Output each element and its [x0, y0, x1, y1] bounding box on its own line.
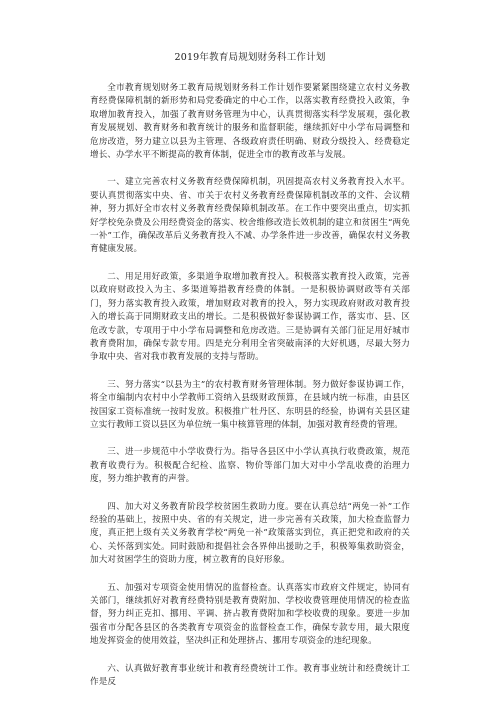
paragraph-section-3: 三、努力落实“以县为主”的农村教育财务管理体制。努力做好参谋协调工作，将全市编制内农村中小学教师工资纳入县级财政预算，在县域内统一标准，由县区按国家工资标准统一按时发放。积极推广牡丹区、东明县的经验，协调有关县区建立实行教师工资以县区为单位统一集中核算管理的体制，加强对教育经费的管理。: [90, 379, 410, 430]
paragraph-section-4: 四、加大对义务教育阶段学校贫困生救助力度。要在认真总结“两免一补”工作经验的基础上，按照中央、省的有关规定，进一步完善有关政策，加大检查监督力度，真正把上级有关义务教育学校“两免一补”政策落实到位，真正把党和政府的关心、关怀落到实处。同时鼓励和提倡社会各界伸出援助之手，积极筹集救助资金，加大对贫困学生的资助力度，树立教育的良好形象。: [90, 501, 410, 566]
paragraph-section-5: 五、加强对专项资金使用情况的监督检查。认真落实市政府文件规定，协同有关部门，继续抓好对教育经费特别是教育费附加、学校收费管理使用情况的检查监督，努力纠正克扣、挪用、平调、挤占教育费附加和学校收费的现象。要进一步加强省市分配各县区的各类教育专项资金的监督检查工作，确保专款专用，最大限度地发挥资金的使用效益，坚决纠正和处理挤占、挪用专项资金的违纪现象。: [90, 582, 410, 647]
document-body: [90, 82, 410, 703]
paragraph-intro: 全市教育规划财务工教育局规划财务科工作计划作要紧紧围绕建立农村义务教育经费保障机制的新形势和局党委确定的中心工作，以落实教育经费投入政策，争取增加教育投入，加强了教育财务管理为中心，认真贯彻落实科学发展观，强化教育发展规划、教育财务和教育统计的服务和监督职能，继续抓好中小学布局调整和危房改造，努力建立以县为主管理、各级政府责任明确、财政分级投入、经费稳定增长、办学水平不断提高的教育体制，促进全市的教育改革与发展。: [90, 83, 410, 161]
paragraph-section-2: 二、用足用好政策，多渠道争取增加教育投入。积极落实教育投入政策，完善以政府财政投入为主、多渠道筹措教育经费的体制。一是积极协调财政等有关部门，努力落实教育投入政策，增加财政对教育的投入，努力实现政府财政对教育投入的增长高于同期财政支出的增长。二是积极做好参谋协调工作，落实市、县、区危改专款，专项用于中小学布局调整和危房改造。三是协调有关部门征足用好城市教育费附加，确保专款专用。四是充分利用全省突破南泽的大好机遇，尽最大努力争取中央、省对我市教育发展的支持与帮助。: [90, 271, 410, 363]
paragraph-section-6: 六、认真做好教育事业统计和教育经费统计工作。教育事业统计和经费统计工作是反: [90, 663, 410, 688]
paragraph-section-3b: 三、进一步规范中小学收费行为。指导各县区中小学认真执行收费政策，规范教育收费行为。积极配合纪检、监察、物价等部门加大对中小学乱收费的治理力度，努力维护教育的声誉。: [90, 447, 410, 485]
document-title: 2019年教育局规划财务科工作计划: [174, 52, 326, 63]
paragraph-section-1: 一、建立完善农村义务教育经费保障机制，巩固提高农村义务教育投入水平。要认真贯彻落实中央、省、市关于农村义务教育经费保障机制改革的文件、会议精神，努力抓好全市农村义务教育经费保障机制改革。在工作中要突出重点，切实抓好学校免杂费及公用经费资金的落实、校舍维修改造长效机制的建立和贫困生“两免一补”工作，确保改革后义务教育投入不减、办学条件进一步改善，确保农村义务教育健康发展。: [90, 177, 410, 255]
